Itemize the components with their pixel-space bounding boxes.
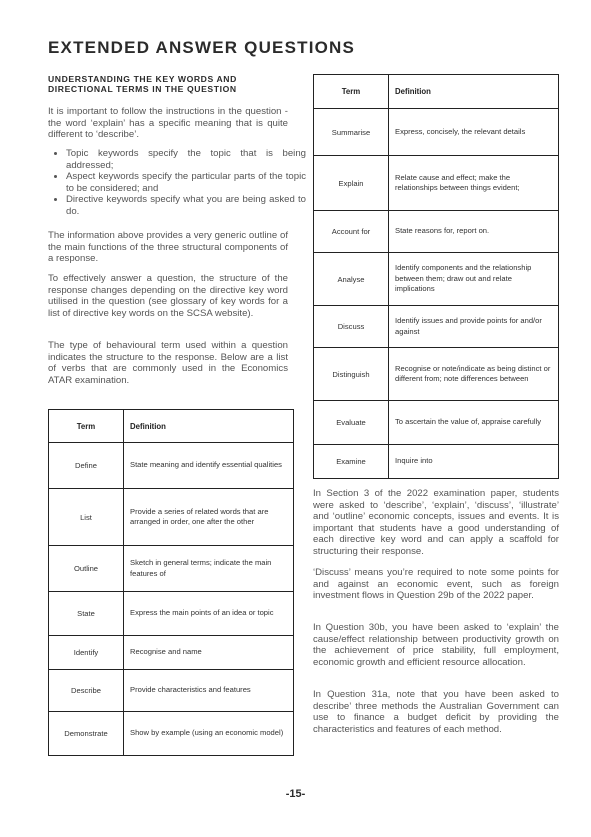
table-row [314,401,559,445]
table-row [49,712,294,756]
term-cell: Summarise [314,109,389,156]
term-cell: Analyse [314,253,389,306]
term-cell: Outline [49,546,124,592]
table-row [314,253,559,306]
table-header-row [314,75,559,109]
page-title: EXTENDED ANSWER QUESTIONS [48,38,356,57]
term-cell: Identify [49,636,124,670]
discuss-paragraph: ‘Discuss’ means you’re required to note some points for and against an economic event, such as foreign investment flows in Question 29b of the 2022 paper. [313,567,559,602]
term-cell: Define [49,443,124,489]
generic-outline-paragraph: The information above provides a very generic outline of the main functions of the three structural components of a response. [48,230,288,265]
section-subheading: UNDERSTANDING THE KEY WORDS AND DIRECTIONAL TERMS IN THE QUESTION [48,74,237,94]
bullet-aspect-keywords: • Aspect keywords specify the particular parts of the topic to be considered; and [66,171,306,194]
definition-cell: Identify components and the relationship between them; draw out and relate implications [389,253,559,306]
table-row [49,636,294,670]
term-cell: Evaluate [314,401,389,445]
term-cell: Examine [314,445,389,479]
table-row [49,489,294,546]
table-row [49,443,294,489]
table-row [49,546,294,592]
table-header-row [49,410,294,443]
table-row [314,156,559,211]
term-cell: Describe [49,670,124,712]
definition-cell: Relate cause and effect; make the relationships between things evident; [389,156,559,211]
table-row [314,348,559,401]
question30b-paragraph: In Question 30b, you have been asked to ‘explain’ the cause/effect relationship between productivity growth on the achievement of price stability, full employment, economic growth and efficient resource allocation. [313,622,559,668]
bullet-topic-keywords: • Topic keywords specify the topic that is being addressed; [66,148,306,171]
directive-terms-table-left [48,409,294,756]
table-row [314,211,559,253]
page-number: -15- [285,788,306,800]
term-cell: Demonstrate [49,712,124,756]
term-header: Term [314,75,389,109]
table-row [49,670,294,712]
term-cell: Explain [314,156,389,211]
term-cell: Distinguish [314,348,389,401]
definition-cell: State meaning and identify essential qualities [124,443,294,489]
definition-cell: Express the main points of an idea or topic [124,592,294,636]
table-row [49,592,294,636]
definition-header: Definition [124,410,294,443]
definition-cell: Express, concisely, the relevant details [389,109,559,156]
table-row [314,109,559,156]
section3-paragraph: In Section 3 of the 2022 examination paper, students were asked to ‘describe’, ‘explain’, ‘discuss’, ‘illustrate’ and ‘outline’ economic concepts, issues and events. It is important that students have a good understanding of each directive key word and can apply a scaffold for structuring their response. [313,488,559,557]
table-row [314,445,559,479]
response-structure-paragraph: To effectively answer a question, the structure of the response changes depending on the directive key word utilised in the question (see glossary of key words for a list of directive key words on the SCSA website). [48,273,288,319]
term-cell: State [49,592,124,636]
definition-cell: Identify issues and provide points for and/or against [389,306,559,348]
question31a-paragraph: In Question 31a, note that you have been asked to describe’ three methods the Australian Government can use to finance a budget deficit by providing the characteristics and features of each method. [313,689,559,735]
definition-cell: Recognise and name [124,636,294,670]
definition-cell: State reasons for, report on. [389,211,559,253]
directive-terms-table-right [313,74,559,479]
definition-cell: To ascertain the value of, appraise carefully [389,401,559,445]
definition-cell: Recognise or note/indicate as being distinct or different from; note differences between [389,348,559,401]
definition-cell: Sketch in general terms; indicate the main features of [124,546,294,592]
definition-cell: Show by example (using an economic model) [124,712,294,756]
keyword-bullet-list [48,148,306,218]
term-cell: Account for [314,211,389,253]
behavioural-terms-paragraph: The type of behavioural term used within a question indicates the structure to the response. Below are a list of verbs that are commonly used in the Economics ATAR examination. [48,340,288,386]
term-header: Term [49,410,124,443]
table-row [314,306,559,348]
intro-paragraph: It is important to follow the instructions in the question - the word ‘explain’ has a specific meaning that is quite different to ‘describe’. [48,106,288,141]
definition-header: Definition [389,75,559,109]
bullet-directive-keywords: • Directive keywords specify what you are being asked to do. [66,194,306,217]
term-cell: List [49,489,124,546]
definition-cell: Inquire into [389,445,559,479]
definition-cell: Provide characteristics and features [124,670,294,712]
definition-cell: Provide a series of related words that are arranged in order, one after the other [124,489,294,546]
term-cell: Discuss [314,306,389,348]
